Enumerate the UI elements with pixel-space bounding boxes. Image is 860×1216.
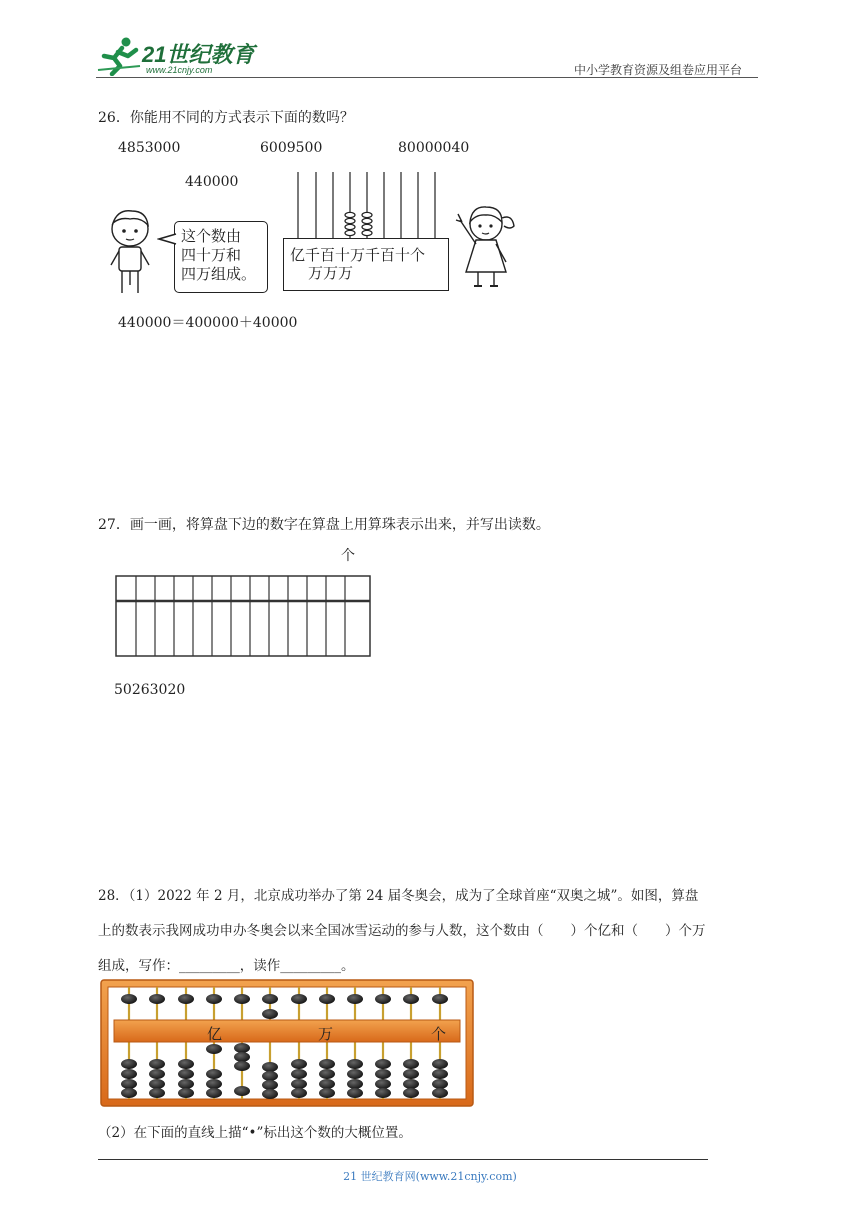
q28-part2: （2）在下面的直线上描“•”标出这个数的大概位置。 [98,1125,412,1141]
runner-logo-icon [96,36,142,76]
q27-title: 27．画一画，将算盘下边的数字在算盘上用算珠表示出来，并写出读数。 [98,517,550,533]
bubble-line-3: 四万组成。 [181,265,257,283]
header-logo [96,36,266,78]
abacus-label-yi: 亿 [207,1025,223,1043]
q26-number-3: 80000040 [398,140,470,156]
header-platform-text: 中小学教育资源及组卷应用平台 [574,63,743,77]
q26-number-2: 6009500 [260,140,323,156]
boy-illustration-icon [104,205,160,297]
q28-abacus [100,979,474,1107]
q26-title: 26．你能用不同的方式表示下面的数吗？ [98,110,354,126]
footer-text: 21 世纪教育网(www.21cnjy.com) [343,1170,517,1183]
place-value-top: 亿千百十万千百十个 [290,246,426,264]
girl-illustration-icon [452,200,522,290]
q26-abacus-rods [290,172,450,238]
q28-line-1: 28．（1）2022 年 2 月，北京成功举办了第 24 届冬奥会，成为了全球首座“双奥之城”。如图，算盘 [98,888,699,904]
bubble-tail-icon [157,232,177,246]
abacus-label-wan: 万 [318,1025,334,1043]
q26-equation: 440000＝400000＋40000 [118,315,298,331]
q26-number-1: 4853000 [118,140,181,156]
header-divider [96,77,758,78]
q27-empty-abacus [114,574,372,658]
logo-text: 21世纪教育 [142,42,255,67]
place-value-box [283,238,449,291]
speech-bubble [174,221,268,293]
bubble-line-2: 四十万和 [181,246,242,264]
bubble-line-1: 这个数由 [181,227,242,245]
q28-line-2: 上的数表示我网成功申办冬奥会以来全国冰雪运动的参与人数，这个数由（ ）个亿和（ ）个万 [98,923,706,939]
q28-line-3: 组成，写作：_________，读作_________。 [98,958,355,974]
q27-unit-label: 个 [341,548,355,564]
q26-example-number: 440000 [185,174,239,190]
logo-url: www.21cnjy.com [146,65,213,75]
abacus-label-ge: 个 [431,1025,447,1043]
footer-divider [98,1159,708,1160]
q27-number: 50263020 [114,682,186,698]
place-value-bottom: 万万万 [308,264,354,282]
